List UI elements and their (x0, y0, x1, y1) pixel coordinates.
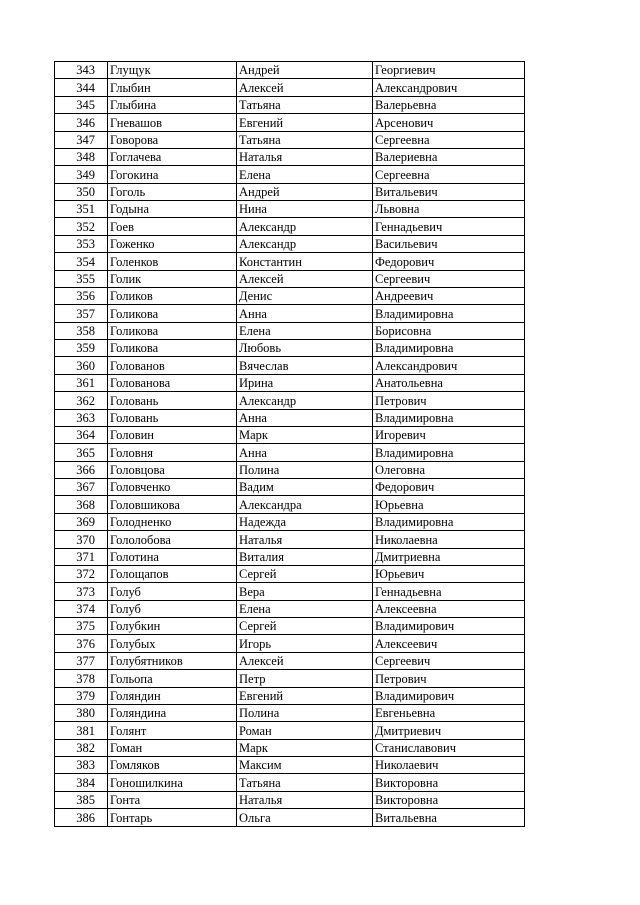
row-number-cell: 355 (55, 270, 108, 287)
last-name-cell: Голяндина (108, 704, 237, 721)
patronymic-cell: Александрович (373, 357, 525, 374)
row-number-cell: 356 (55, 287, 108, 304)
last-name-cell: Голубкин (108, 618, 237, 635)
table-row (55, 305, 525, 322)
last-name-cell: Голикова (108, 322, 237, 339)
last-name-cell: Гомляков (108, 757, 237, 774)
patronymic-cell: Владимировна (373, 513, 525, 530)
row-number-cell: 372 (55, 565, 108, 582)
table-row (55, 496, 525, 513)
last-name-cell: Глыбина (108, 96, 237, 113)
row-number-cell: 368 (55, 496, 108, 513)
patronymic-cell: Олеговна (373, 461, 525, 478)
table-row (55, 739, 525, 756)
table-row (55, 235, 525, 252)
row-number-cell: 371 (55, 548, 108, 565)
table-row (55, 201, 525, 218)
first-name-cell: Александра (237, 496, 373, 513)
patronymic-cell: Валерьевна (373, 96, 525, 113)
last-name-cell: Гонтарь (108, 809, 237, 826)
last-name-cell: Головшикова (108, 496, 237, 513)
patronymic-cell: Сергеевна (373, 166, 525, 183)
last-name-cell: Гололобова (108, 531, 237, 548)
table-row (55, 340, 525, 357)
first-name-cell: Игорь (237, 635, 373, 652)
table-row (55, 218, 525, 235)
table-row (55, 166, 525, 183)
first-name-cell: Нина (237, 201, 373, 218)
row-number-cell: 367 (55, 479, 108, 496)
patronymic-cell: Витальевич (373, 183, 525, 200)
first-name-cell: Сергей (237, 565, 373, 582)
row-number-cell: 362 (55, 392, 108, 409)
first-name-cell: Полина (237, 461, 373, 478)
table-row (55, 652, 525, 669)
last-name-cell: Головченко (108, 479, 237, 496)
row-number-cell: 370 (55, 531, 108, 548)
row-number-cell: 385 (55, 791, 108, 808)
patronymic-cell: Геннадьевна (373, 583, 525, 600)
last-name-cell: Голотина (108, 548, 237, 565)
row-number-cell: 369 (55, 513, 108, 530)
table-row (55, 548, 525, 565)
patronymic-cell: Арсенович (373, 114, 525, 131)
first-name-cell: Сергей (237, 618, 373, 635)
last-name-cell: Голикова (108, 305, 237, 322)
first-name-cell: Александр (237, 235, 373, 252)
row-number-cell: 380 (55, 704, 108, 721)
last-name-cell: Гольопа (108, 670, 237, 687)
table-row (55, 774, 525, 791)
first-name-cell: Андрей (237, 62, 373, 79)
first-name-cell: Петр (237, 670, 373, 687)
first-name-cell: Ирина (237, 374, 373, 391)
row-number-cell: 375 (55, 618, 108, 635)
table-row (55, 79, 525, 96)
table-row (55, 479, 525, 496)
last-name-cell: Годына (108, 201, 237, 218)
patronymic-cell: Федорович (373, 253, 525, 270)
row-number-cell: 343 (55, 62, 108, 79)
first-name-cell: Вячеслав (237, 357, 373, 374)
table-row (55, 357, 525, 374)
row-number-cell: 378 (55, 670, 108, 687)
names-table-body (55, 62, 525, 827)
row-number-cell: 366 (55, 461, 108, 478)
last-name-cell: Голянт (108, 722, 237, 739)
patronymic-cell: Владимирович (373, 618, 525, 635)
row-number-cell: 346 (55, 114, 108, 131)
table-row (55, 635, 525, 652)
first-name-cell: Ольга (237, 809, 373, 826)
last-name-cell: Голуб (108, 583, 237, 600)
last-name-cell: Гоев (108, 218, 237, 235)
last-name-cell: Головин (108, 426, 237, 443)
last-name-cell: Голуб (108, 600, 237, 617)
row-number-cell: 352 (55, 218, 108, 235)
first-name-cell: Наталья (237, 531, 373, 548)
first-name-cell: Елена (237, 600, 373, 617)
patronymic-cell: Алексеевна (373, 600, 525, 617)
patronymic-cell: Юрьевна (373, 496, 525, 513)
first-name-cell: Анна (237, 444, 373, 461)
table-row (55, 322, 525, 339)
patronymic-cell: Владимирович (373, 687, 525, 704)
names-table (54, 61, 525, 827)
table-row (55, 600, 525, 617)
patronymic-cell: Андреевич (373, 287, 525, 304)
last-name-cell: Гоголь (108, 183, 237, 200)
patronymic-cell: Евгеньевна (373, 704, 525, 721)
last-name-cell: Головцова (108, 461, 237, 478)
table-row (55, 791, 525, 808)
first-name-cell: Елена (237, 322, 373, 339)
patronymic-cell: Николаевна (373, 531, 525, 548)
first-name-cell: Денис (237, 287, 373, 304)
patronymic-cell: Васильевич (373, 235, 525, 252)
last-name-cell: Головань (108, 392, 237, 409)
last-name-cell: Голованова (108, 374, 237, 391)
table-row (55, 531, 525, 548)
table-row (55, 62, 525, 79)
last-name-cell: Голиков (108, 287, 237, 304)
row-number-cell: 374 (55, 600, 108, 617)
patronymic-cell: Дмитриевич (373, 722, 525, 739)
table-row (55, 183, 525, 200)
first-name-cell: Алексей (237, 652, 373, 669)
row-number-cell: 365 (55, 444, 108, 461)
row-number-cell: 379 (55, 687, 108, 704)
row-number-cell: 359 (55, 340, 108, 357)
row-number-cell: 350 (55, 183, 108, 200)
first-name-cell: Анна (237, 409, 373, 426)
first-name-cell: Наталья (237, 791, 373, 808)
first-name-cell: Наталья (237, 148, 373, 165)
patronymic-cell: Сергеевич (373, 270, 525, 287)
row-number-cell: 349 (55, 166, 108, 183)
first-name-cell: Любовь (237, 340, 373, 357)
table-row (55, 270, 525, 287)
row-number-cell: 344 (55, 79, 108, 96)
first-name-cell: Татьяна (237, 774, 373, 791)
patronymic-cell: Николаевич (373, 757, 525, 774)
patronymic-cell: Петрович (373, 392, 525, 409)
first-name-cell: Евгений (237, 114, 373, 131)
last-name-cell: Гонта (108, 791, 237, 808)
row-number-cell: 358 (55, 322, 108, 339)
table-row (55, 287, 525, 304)
last-name-cell: Голикова (108, 340, 237, 357)
first-name-cell: Алексей (237, 79, 373, 96)
patronymic-cell: Витальевна (373, 809, 525, 826)
last-name-cell: Голенков (108, 253, 237, 270)
row-number-cell: 354 (55, 253, 108, 270)
first-name-cell: Роман (237, 722, 373, 739)
last-name-cell: Глущук (108, 62, 237, 79)
table-row (55, 444, 525, 461)
last-name-cell: Гоженко (108, 235, 237, 252)
patronymic-cell: Валериевна (373, 148, 525, 165)
table-row (55, 670, 525, 687)
table-row (55, 809, 525, 826)
row-number-cell: 373 (55, 583, 108, 600)
last-name-cell: Головня (108, 444, 237, 461)
first-name-cell: Алексей (237, 270, 373, 287)
row-number-cell: 386 (55, 809, 108, 826)
last-name-cell: Гоман (108, 739, 237, 756)
patronymic-cell: Викторовна (373, 774, 525, 791)
table-row (55, 583, 525, 600)
patronymic-cell: Владимировна (373, 340, 525, 357)
row-number-cell: 348 (55, 148, 108, 165)
row-number-cell: 364 (55, 426, 108, 443)
patronymic-cell: Алексеевич (373, 635, 525, 652)
table-row (55, 253, 525, 270)
last-name-cell: Гневашов (108, 114, 237, 131)
first-name-cell: Надежда (237, 513, 373, 530)
table-row (55, 461, 525, 478)
row-number-cell: 351 (55, 201, 108, 218)
last-name-cell: Говорова (108, 131, 237, 148)
last-name-cell: Голяндин (108, 687, 237, 704)
first-name-cell: Полина (237, 704, 373, 721)
patronymic-cell: Дмитриевна (373, 548, 525, 565)
table-row (55, 704, 525, 721)
row-number-cell: 383 (55, 757, 108, 774)
row-number-cell: 357 (55, 305, 108, 322)
patronymic-cell: Сергеевич (373, 652, 525, 669)
patronymic-cell: Владимировна (373, 305, 525, 322)
patronymic-cell: Владимировна (373, 444, 525, 461)
row-number-cell: 347 (55, 131, 108, 148)
last-name-cell: Гогокина (108, 166, 237, 183)
patronymic-cell: Игоревич (373, 426, 525, 443)
table-row (55, 618, 525, 635)
first-name-cell: Максим (237, 757, 373, 774)
table-row (55, 148, 525, 165)
patronymic-cell: Петрович (373, 670, 525, 687)
first-name-cell: Вадим (237, 479, 373, 496)
last-name-cell: Глыбин (108, 79, 237, 96)
patronymic-cell: Анатольевна (373, 374, 525, 391)
row-number-cell: 376 (55, 635, 108, 652)
first-name-cell: Евгений (237, 687, 373, 704)
last-name-cell: Голубятников (108, 652, 237, 669)
last-name-cell: Голик (108, 270, 237, 287)
row-number-cell: 363 (55, 409, 108, 426)
patronymic-cell: Федорович (373, 479, 525, 496)
patronymic-cell: Станиславович (373, 739, 525, 756)
patronymic-cell: Сергеевна (373, 131, 525, 148)
table-row (55, 687, 525, 704)
row-number-cell: 361 (55, 374, 108, 391)
table-row (55, 114, 525, 131)
table-row (55, 392, 525, 409)
first-name-cell: Александр (237, 392, 373, 409)
last-name-cell: Голубых (108, 635, 237, 652)
last-name-cell: Гоношилкина (108, 774, 237, 791)
row-number-cell: 353 (55, 235, 108, 252)
first-name-cell: Виталия (237, 548, 373, 565)
first-name-cell: Марк (237, 739, 373, 756)
first-name-cell: Татьяна (237, 131, 373, 148)
table-row (55, 565, 525, 582)
patronymic-cell: Георгиевич (373, 62, 525, 79)
patronymic-cell: Львовна (373, 201, 525, 218)
first-name-cell: Вера (237, 583, 373, 600)
patronymic-cell: Борисовна (373, 322, 525, 339)
last-name-cell: Голодненко (108, 513, 237, 530)
first-name-cell: Елена (237, 166, 373, 183)
table-row (55, 757, 525, 774)
table-row (55, 96, 525, 113)
patronymic-cell: Геннадьевич (373, 218, 525, 235)
patronymic-cell: Юрьевич (373, 565, 525, 582)
row-number-cell: 384 (55, 774, 108, 791)
first-name-cell: Марк (237, 426, 373, 443)
table-row (55, 131, 525, 148)
patronymic-cell: Владимировна (373, 409, 525, 426)
first-name-cell: Константин (237, 253, 373, 270)
last-name-cell: Голованов (108, 357, 237, 374)
first-name-cell: Татьяна (237, 96, 373, 113)
table-row (55, 409, 525, 426)
first-name-cell: Андрей (237, 183, 373, 200)
table-row (55, 374, 525, 391)
first-name-cell: Анна (237, 305, 373, 322)
patronymic-cell: Александрович (373, 79, 525, 96)
last-name-cell: Головань (108, 409, 237, 426)
first-name-cell: Александр (237, 218, 373, 235)
row-number-cell: 345 (55, 96, 108, 113)
row-number-cell: 382 (55, 739, 108, 756)
table-row (55, 426, 525, 443)
table-row (55, 722, 525, 739)
row-number-cell: 360 (55, 357, 108, 374)
table-row (55, 513, 525, 530)
last-name-cell: Голощапов (108, 565, 237, 582)
row-number-cell: 381 (55, 722, 108, 739)
patronymic-cell: Викторовна (373, 791, 525, 808)
last-name-cell: Гоглачева (108, 148, 237, 165)
row-number-cell: 377 (55, 652, 108, 669)
